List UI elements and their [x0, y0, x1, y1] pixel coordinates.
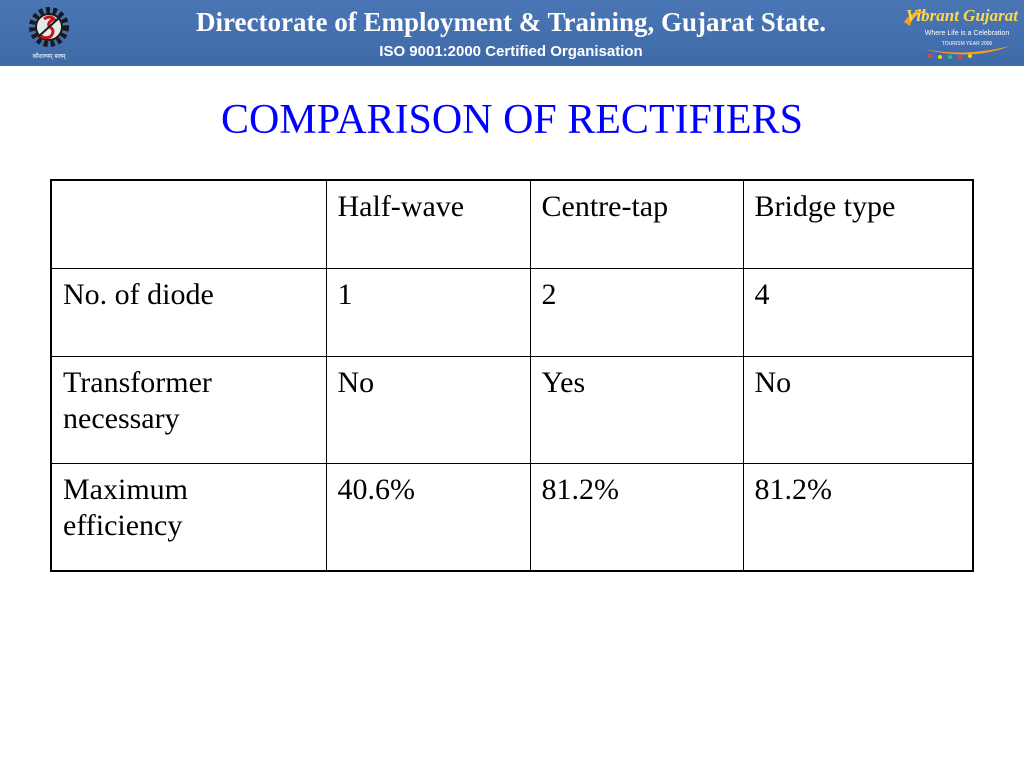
- header-cell: Half-wave: [326, 180, 530, 269]
- header-banner: [0, 0, 1024, 66]
- table-cell: 1: [326, 269, 530, 357]
- brand-year: TOURISM YEAR 2006: [941, 41, 993, 47]
- banner-title: Directorate of Employment & Training, Gujarat State.: [196, 7, 826, 37]
- table-cell: 40.6%: [326, 464, 530, 572]
- row-label: Transformer necessary: [51, 357, 326, 464]
- comparison-table: [50, 179, 974, 572]
- table-cell: 2: [530, 269, 743, 357]
- table-header-row: [51, 180, 973, 269]
- brand-name: Vibrant Gujarat: [906, 6, 1018, 25]
- row-label: No. of diode: [51, 269, 326, 357]
- page-title: COMPARISON OF RECTIFIERS: [221, 97, 803, 143]
- department-logo: [20, 3, 78, 63]
- header-cell: [51, 180, 326, 269]
- header-cell: Centre-tap: [530, 180, 743, 269]
- table-row: [51, 464, 973, 572]
- table-row: [51, 269, 973, 357]
- table-cell: No: [743, 357, 973, 464]
- header-cell: Bridge type: [743, 180, 973, 269]
- table-cell: No: [326, 357, 530, 464]
- gear-emblem-icon: [20, 3, 78, 55]
- banner-subtitle: ISO 9001:2000 Certified Organisation: [379, 43, 643, 60]
- table-cell: 81.2%: [743, 464, 973, 572]
- table-cell: 4: [743, 269, 973, 357]
- table-cell: 81.2%: [530, 464, 743, 572]
- logo-caption: कौशल्यम् बलम्: [32, 53, 66, 60]
- brand-tagline: Where Life is a Celebration: [924, 30, 1010, 37]
- row-label: Maximum efficiency: [51, 464, 326, 572]
- vibrant-gujarat-logo: [900, 4, 1018, 62]
- table-row: [51, 357, 973, 464]
- table-cell: Yes: [530, 357, 743, 464]
